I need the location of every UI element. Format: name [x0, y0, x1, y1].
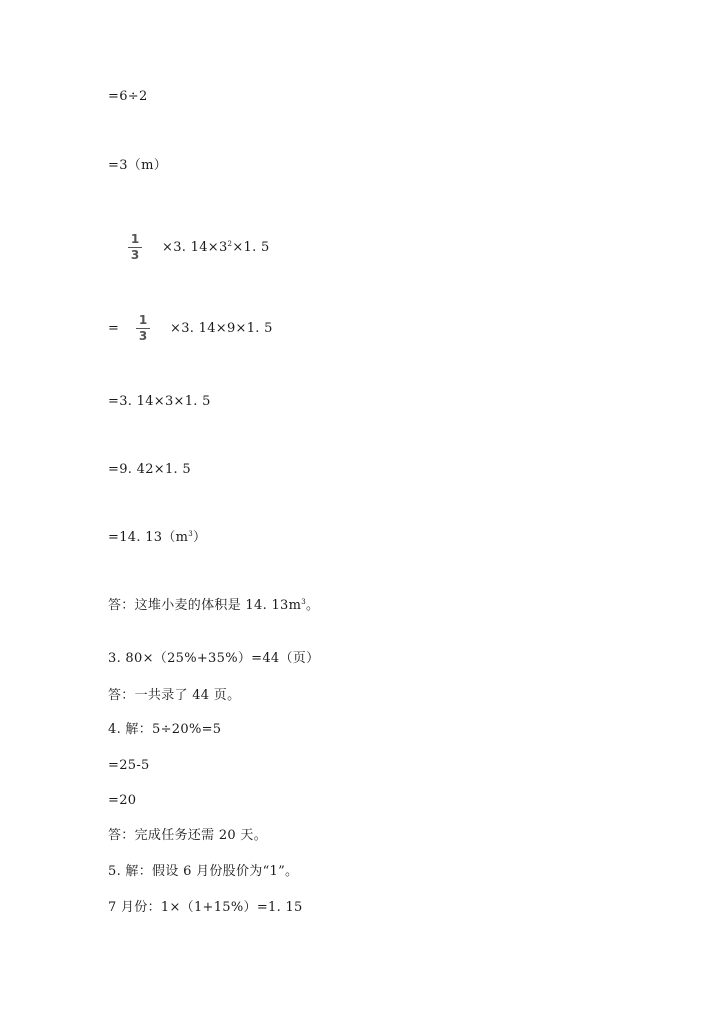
fraction-denominator: 3: [130, 248, 140, 262]
problem-4-step-2: =20: [108, 793, 137, 808]
problem-3-equation: 3. 80×（25%+35%）=44（页）: [108, 651, 320, 666]
problem-5-solution: 5. 解：假设 6 月份股价为“1”。: [108, 864, 299, 879]
answer-line-volume-main: 答：这堆小麦的体积是 14. 13m: [108, 598, 302, 613]
equation-line-5: =3. 14×3×1. 5: [108, 394, 211, 409]
answer-line-volume: [108, 598, 319, 614]
problem-4-solution: 4. 解：5÷20%=5: [108, 722, 222, 737]
equation-line-2: =3（m）: [108, 158, 167, 173]
answer-line-volume-close: 。: [305, 598, 320, 613]
problem-5-step-1: 7 月份：1×（1+15%）=1. 15: [108, 900, 303, 915]
fraction-numerator: 1: [138, 313, 148, 327]
equals-sign: =: [108, 321, 120, 336]
problem-4-answer: 答：完成任务还需 20 天。: [108, 828, 268, 843]
fraction-one-third: [136, 314, 150, 343]
fraction-one-third: [128, 233, 142, 262]
equation-line-7: [108, 530, 206, 546]
fraction-denominator: 3: [138, 329, 148, 343]
equation-line-3: [162, 240, 270, 256]
equation-line-7-close: ）: [193, 530, 207, 545]
equation-line-1: =6÷2: [108, 89, 148, 104]
superscript-cube: 3: [301, 598, 306, 606]
equation-line-3-tail: ×1. 5: [232, 240, 270, 255]
problem-3-answer: 答：一共录了 44 页。: [108, 688, 241, 703]
superscript-square: 2: [227, 240, 233, 248]
equation-line-7-main: =14. 13（m: [108, 530, 189, 545]
fraction-numerator: 1: [130, 232, 140, 246]
equation-line-3-main: ×3. 14×3: [162, 240, 228, 255]
superscript-cube: 3: [188, 530, 194, 538]
problem-4-step-1: =25-5: [108, 758, 150, 773]
equation-line-6: =9. 42×1. 5: [108, 462, 191, 477]
equation-line-4: ×3. 14×9×1. 5: [170, 321, 273, 336]
